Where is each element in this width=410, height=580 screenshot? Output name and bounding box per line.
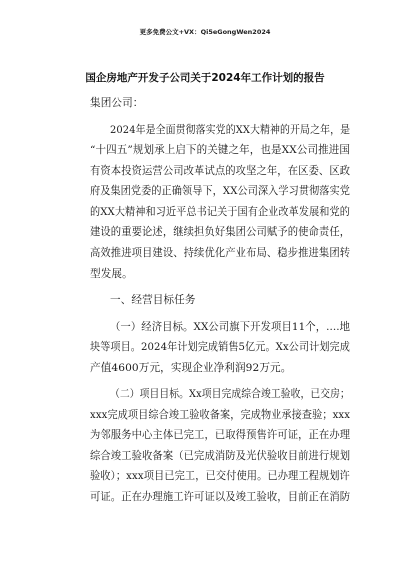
body-line: 高效推进项目建设、持续优化产业布局、稳步推进集团转	[90, 247, 351, 259]
body-line: （二）项目目标。Xx项目完成综合竣工验收，已交房；	[110, 388, 350, 400]
body-line: 型发展。	[90, 268, 133, 280]
section-heading: 一、经营目标任务	[110, 294, 196, 306]
body-line: 府及集团党委的正确领导下，XX公司深入学习贯彻落实党	[90, 185, 350, 197]
salutation: 集团公司：	[90, 97, 144, 109]
body-line: 为邻服务中心主体已完工，已取得预售许可证，正在办理	[90, 429, 351, 441]
body-line: 产值4600万元，实现企业净利润92万元。	[90, 362, 292, 374]
body-line: “十四五”规划承上启下的关键之年，也是XX公司推进国	[90, 144, 351, 156]
body-line: （一）经济目标。XX公司旗下开发项目11个，....地	[110, 321, 351, 333]
body-line: 2024年是全面贯彻落实党的XX大精神的开局之年，是	[110, 124, 351, 136]
document-title: 国企房地产开发子公司关于2024年工作计划的报告	[85, 72, 325, 84]
body-line: 有资本投资运营公司改革试点的攻坚之年，在区委、区政	[90, 165, 351, 177]
body-line: 验收）；xxx项目已完工，已交付使用。已办理工程规划许	[90, 470, 350, 482]
body-line: xxx完成项目综合竣工验收备案，完成物业承接查验；xxx	[90, 409, 351, 421]
body-line: 可证。正在办理施工许可证以及竣工验收，目前正在消防	[90, 491, 351, 503]
body-line: 块等项目。2024年计划完成销售5亿元。Xx公司计划完成	[90, 341, 350, 353]
body-line: 综合竣工验收备案（已完成消防及光伏验收目前进行规划	[90, 450, 351, 462]
header-note: 更多免费公文+VX：Qi5eGongWen2024	[139, 28, 271, 36]
body-line: 的XX大精神和习近平总书记关于国有企业改革发展和党的	[90, 206, 350, 218]
body-line: 建设的重要论述，继续担负好集团公司赋予的使命责任，	[90, 226, 351, 238]
